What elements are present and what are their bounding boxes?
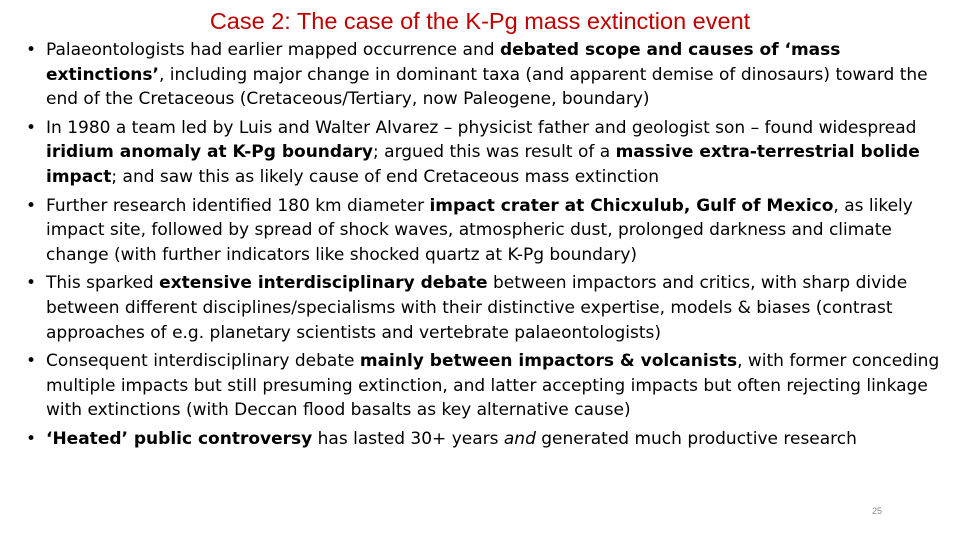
bullet-text: ; and saw this as likely cause of end Cretaceous mass extinction bbox=[111, 166, 660, 187]
bullet-text: , with former conceding multiple impacts but still presuming extinction, and latter accepting impacts but often rejecting linkage with extinctions (with Deccan flood basalts as key alternative cause) bbox=[46, 351, 940, 421]
bullet-marker: • bbox=[26, 273, 37, 294]
emphasis-text: massive extra-terrestrial bolide impact bbox=[46, 142, 920, 187]
bullet-text: ; argued this was result of a bbox=[373, 142, 616, 163]
bullet-item bbox=[26, 116, 946, 190]
bullet-text: between impactors and critics, with sharp divide between different disciplines/specialisms with their distinctive expertise, models & biases (contrast approaches of e.g. planetary scientists and vertebrate palaeontologists) bbox=[46, 273, 908, 343]
bullet-item bbox=[26, 38, 946, 112]
bullet-marker: • bbox=[26, 117, 37, 138]
bullet-text: , as likely impact site, followed by spread of shock waves, atmospheric dust, prolonged darkness and climate change (with further indicators like shocked quartz at K-Pg boundary) bbox=[46, 195, 913, 265]
bullet-marker: • bbox=[26, 428, 37, 449]
emphasis-text: impact crater at Chicxulub, Gulf of Mexico bbox=[429, 195, 834, 216]
bullet-item bbox=[26, 194, 946, 268]
bullet-text: Consequent interdisciplinary debate bbox=[46, 351, 360, 372]
italic-text: and bbox=[503, 428, 536, 449]
bullet-marker: • bbox=[26, 351, 37, 372]
bullet-text: , including major change in dominant taxa (and apparent demise of dinosaurs) toward the end of the Cretaceous (Cretaceous/Tertiary, now Paleogene, boundary) bbox=[46, 64, 928, 110]
emphasis-text: debated scope and causes of ‘mass extinctions’ bbox=[46, 40, 841, 85]
bullet-item bbox=[26, 271, 946, 345]
bullet-text: In 1980 a team led by Luis and Walter Alvarez – physicist father and geologist son – found widespread bbox=[46, 117, 917, 138]
bullet-text: Palaeontologists had earlier mapped occurrence and bbox=[46, 40, 500, 60]
emphasis-text: ‘Heated’ public controversy bbox=[46, 428, 313, 449]
bullet-item bbox=[26, 427, 946, 452]
bullet-text: Further research identified 180 km diameter bbox=[46, 195, 430, 216]
bullet-text: has lasted 30+ years bbox=[312, 428, 504, 449]
slide-number: 25 bbox=[872, 506, 883, 516]
emphasis-text: mainly between impactors & volcanists bbox=[359, 351, 738, 372]
bullet-item bbox=[26, 349, 946, 423]
slide-title: Case 2: The case of the K-Pg mass extinction event bbox=[209, 8, 751, 34]
emphasis-text: extensive interdisciplinary debate bbox=[159, 273, 488, 294]
bullet-list bbox=[26, 38, 946, 456]
emphasis-text: iridium anomaly at K-Pg boundary bbox=[46, 142, 374, 163]
bullet-marker: • bbox=[26, 195, 37, 216]
bullet-text: This sparked bbox=[46, 273, 160, 294]
bullet-marker: • bbox=[26, 40, 37, 60]
bullet-text: generated much productive research bbox=[535, 428, 857, 449]
